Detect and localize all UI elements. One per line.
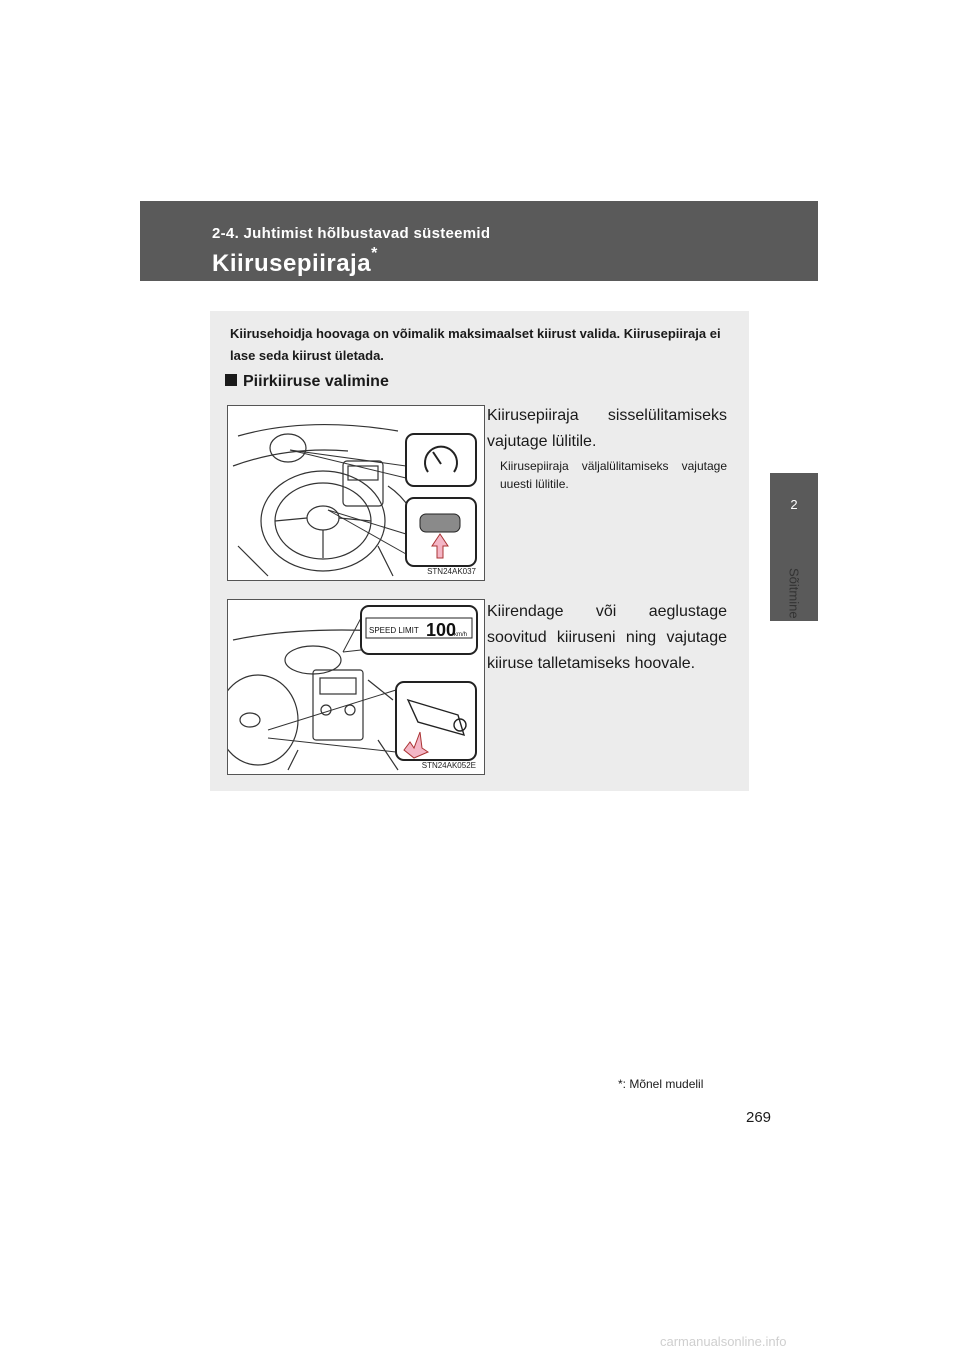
- chapter-name: Sõitmine: [786, 567, 802, 619]
- footnote: [618, 1077, 703, 1091]
- page-title: [212, 245, 378, 278]
- watermark: carmanualsonline.info: [660, 1334, 787, 1349]
- speedometer-icon-box: [406, 434, 476, 486]
- intro-text: Kiirusehoidja hoovaga on võimalik maksimaalset kiirust valida. Kiirusepiiraja ei lase seda kiirust ületada.: [230, 326, 721, 363]
- header-band: [140, 201, 818, 281]
- figure-steering-switch: [227, 405, 485, 581]
- dashboard-illustration: [228, 600, 484, 774]
- figure-code: STN24AK037: [427, 567, 476, 576]
- page-number: 269: [746, 1109, 772, 1126]
- figure-speed-limit-lever: [227, 599, 485, 775]
- chapter-number: 2: [790, 497, 798, 512]
- page-title-text: Kiirusepiiraja: [212, 250, 372, 277]
- display-label: SPEED LIMIT: [369, 626, 419, 635]
- step1-note: Kiirusepiiraja väljalülitamiseks vajutage uuesti lülitile.: [500, 459, 727, 491]
- display-value: 100: [426, 620, 457, 640]
- footnote-asterisk: *: [618, 1077, 623, 1091]
- limiter-switch: [420, 514, 460, 532]
- steering-illustration: [228, 406, 484, 580]
- content-box: [210, 311, 749, 791]
- display-unit: km/h: [454, 632, 468, 638]
- footnote-text: : Mõnel mudelil: [622, 1077, 704, 1091]
- square-bullet-icon: [225, 374, 237, 386]
- step2-text: Kiirendage või aeglustage soovitud kiiruseni ning vajutage kiiruse talletamiseks hoovale.: [487, 603, 727, 672]
- figure-code: STN24AK052E: [421, 761, 476, 770]
- title-asterisk: *: [371, 245, 378, 262]
- step1-text: Kiirusepiiraja sisselülitamiseks vajutage lülitile.: [487, 407, 727, 450]
- section-label: 2-4. Juhtimist hõlbustavad süsteemid: [212, 225, 491, 242]
- subheading: [225, 373, 389, 391]
- subheading-text: Piirkiiruse valimine: [243, 373, 389, 390]
